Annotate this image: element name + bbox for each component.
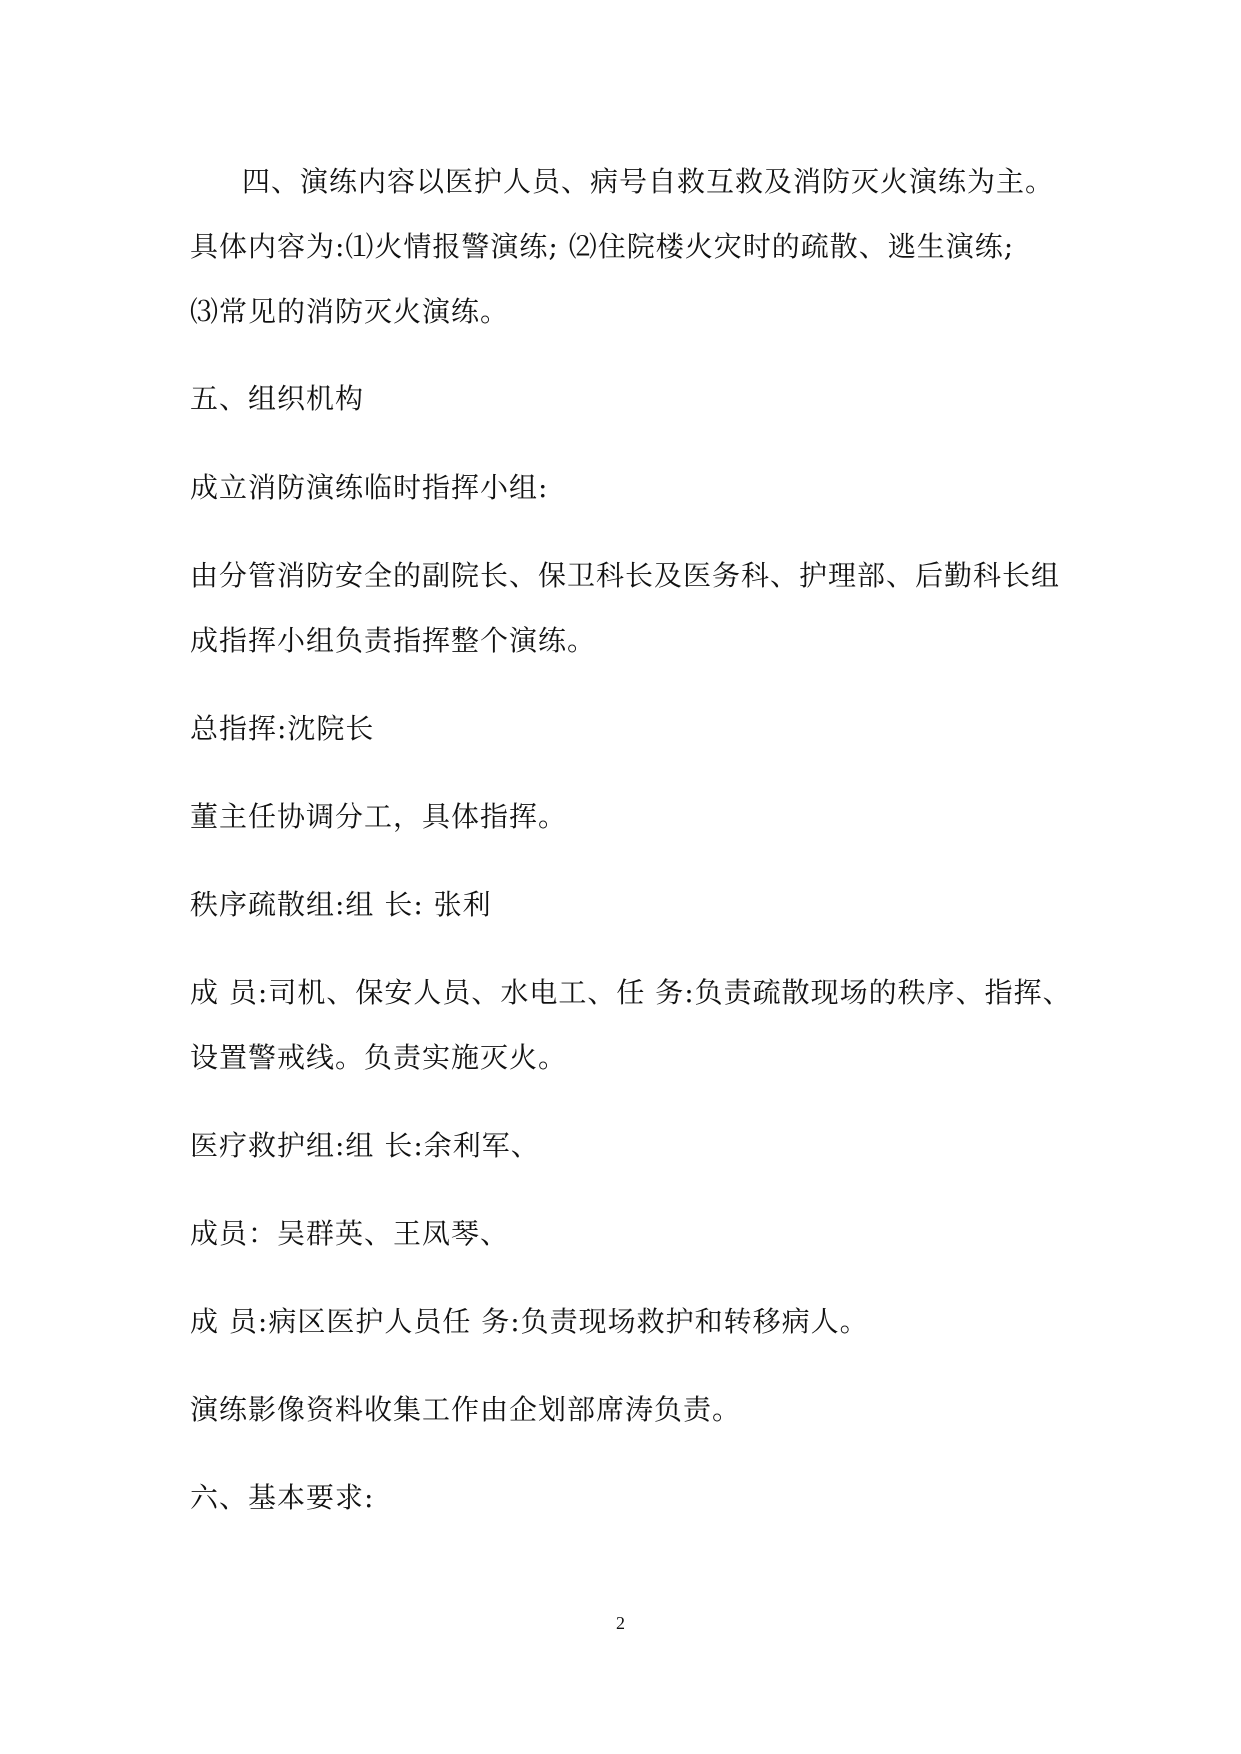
section-heading-organization: 五、组织机构 — [190, 382, 365, 415]
paragraph-drill-content-line-2: 具体内容为:⑴火情报警演练; ⑵住院楼火灾时的疏散、逃生演练; — [190, 230, 1015, 263]
paragraph-evacuation-members-line-2: 设置警戒线。负责实施灭火。 — [190, 1041, 568, 1074]
paragraph-command-group: 成立消防演练临时指挥小组: — [190, 471, 549, 504]
paragraph-medical-members: 成员：吴群英、王凤琴、 — [190, 1217, 510, 1250]
paragraph-evacuation-group: 秩序疏散组:组 长: 张利 — [190, 888, 492, 921]
paragraph-chief-commander: 总指挥:沈院长 — [190, 712, 375, 745]
section-heading-basic-requirements: 六、基本要求: — [190, 1481, 375, 1514]
paragraph-command-members-line-2: 成指挥小组负责指挥整个演练。 — [190, 624, 597, 657]
paragraph-command-members-line-1: 由分管消防安全的副院长、保卫科长及医务科、护理部、后勤科长组 — [190, 559, 1061, 592]
paragraph-medical-group: 医疗救护组:组 长:余利军、 — [190, 1129, 540, 1162]
paragraph-drill-content-line-3: ⑶常见的消防灭火演练。 — [190, 295, 510, 328]
paragraph-media-collection: 演练影像资料收集工作由企划部席涛负责。 — [190, 1393, 742, 1426]
paragraph-director-coordination: 董主任协调分工，具体指挥。 — [190, 800, 568, 833]
page-number: 2 — [616, 1613, 625, 1633]
paragraph-ward-staff: 成 员:病区医护人员任 务:负责现场救护和转移病人。 — [190, 1305, 869, 1338]
paragraph-drill-content-line-1: 四、演练内容以医护人员、病号自救互救及消防灭火演练为主。 — [242, 165, 1055, 198]
paragraph-evacuation-members-line-1: 成 员:司机、保安人员、水电工、任 务:负责疏散现场的秩序、指挥、 — [190, 976, 1072, 1009]
